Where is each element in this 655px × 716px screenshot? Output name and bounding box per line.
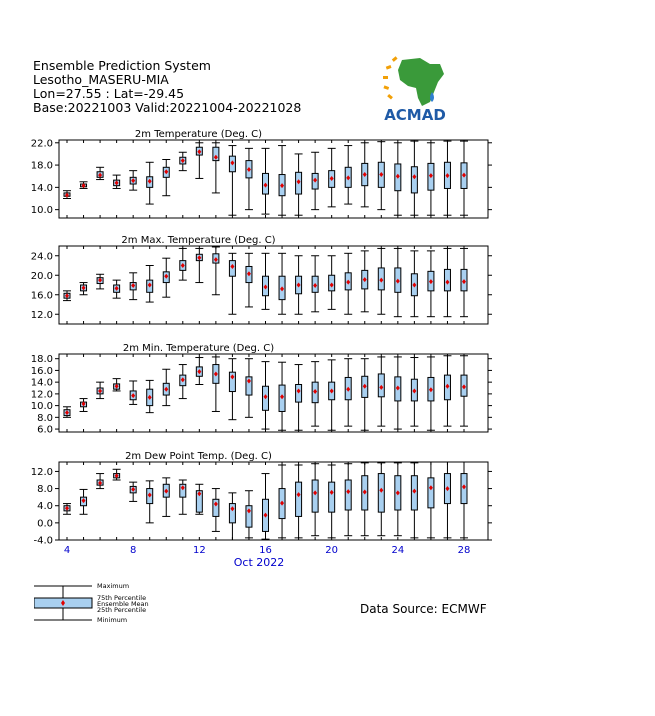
box-day-14 [228, 253, 236, 314]
box-day-21 [344, 464, 352, 536]
legend-maximum-label: Maximum [97, 582, 130, 590]
box-day-23 [377, 248, 385, 314]
box-day-9 [146, 266, 154, 303]
box-day-6 [96, 274, 104, 289]
plot-frame [59, 462, 488, 540]
y-tick-label: 10.0 [30, 205, 53, 217]
box-day-5 [80, 283, 88, 295]
chart-title: 2m Temperature (Deg. C) [134, 129, 263, 140]
y-tick-label: 0.0 [37, 518, 53, 530]
box-day-14 [228, 146, 236, 216]
box-day-12 [195, 484, 203, 514]
plot-frame [59, 246, 488, 324]
y-tick-label: 6.0 [37, 424, 53, 436]
y-tick-label: 12.0 [30, 309, 53, 321]
box-day-17 [278, 146, 286, 216]
box-day-9 [146, 481, 154, 523]
box-day-23 [377, 463, 385, 536]
y-tick-label: 12.0 [30, 389, 53, 401]
box-day-18 [295, 365, 303, 431]
box-day-28 [460, 248, 468, 316]
box-day-15 [245, 359, 253, 418]
chart-panel-2 [31, 235, 492, 324]
box-day-7 [113, 379, 121, 391]
box-day-13 [212, 357, 220, 412]
box-day-20 [328, 465, 336, 538]
box-day-12 [195, 143, 203, 179]
box-day-9 [146, 380, 154, 412]
y-tick-label: 18.0 [30, 160, 53, 172]
box-day-25 [410, 141, 418, 215]
box-day-15 [245, 148, 253, 209]
box-day-24 [394, 463, 402, 536]
iqr-box [411, 167, 417, 193]
box-day-23 [377, 357, 385, 426]
station-coords: Lon=27.55 : Lat=-29.45 [33, 86, 185, 101]
x-tick-label: 20 [325, 545, 339, 556]
box-day-19 [311, 362, 319, 427]
iqr-box [345, 480, 351, 510]
box-day-7 [113, 469, 121, 480]
y-tick-label: 14.0 [30, 377, 53, 389]
box-day-21 [344, 359, 352, 426]
box-day-6 [96, 167, 104, 179]
box-day-17 [278, 362, 286, 430]
y-tick-label: 16.0 [30, 290, 53, 302]
y-tick-label: 8.0 [37, 412, 53, 424]
box-day-21 [344, 146, 352, 205]
box-day-16 [262, 253, 270, 309]
iqr-box [329, 482, 335, 512]
x-tick-label: 8 [129, 545, 137, 556]
box-day-10 [162, 160, 170, 196]
box-day-11 [179, 480, 187, 514]
box-day-20 [328, 148, 336, 207]
legend-minimum-label: Minimum [97, 616, 128, 624]
box-day-14 [228, 359, 236, 420]
box-day-6 [96, 474, 104, 489]
system-title: Ensemble Prediction System [33, 58, 211, 73]
y-tick-label: 20.0 [30, 270, 53, 282]
box-day-18 [295, 154, 303, 215]
box-day-28 [460, 462, 468, 538]
box-day-14 [228, 493, 236, 540]
box-day-16 [262, 362, 270, 429]
box-day-8 [129, 273, 137, 300]
box-day-16 [262, 148, 270, 214]
box-day-10 [162, 258, 170, 297]
iqr-box [312, 480, 318, 512]
y-tick-label: 24.0 [30, 251, 53, 263]
box-day-11 [179, 152, 187, 170]
box-day-19 [311, 256, 319, 312]
box-day-5 [80, 399, 88, 412]
y-tick-label: 8.0 [37, 484, 53, 496]
box-day-27 [443, 356, 451, 426]
box-day-26 [427, 251, 435, 317]
box-day-11 [179, 248, 187, 280]
x-tick-label: 12 [192, 545, 206, 556]
box-day-7 [113, 175, 121, 188]
box-day-26 [427, 357, 435, 430]
box-day-15 [245, 491, 253, 538]
y-tick-label: 16.0 [30, 365, 53, 377]
y-tick-label: 14.0 [30, 182, 53, 194]
y-tick-label: 12.0 [30, 466, 53, 478]
box-day-5 [80, 489, 88, 514]
box-day-17 [278, 253, 286, 314]
box-day-24 [394, 357, 402, 429]
x-tick-label: 28 [457, 545, 471, 556]
box-day-4 [63, 291, 71, 301]
box-day-7 [113, 280, 121, 298]
iqr-box [296, 482, 302, 516]
box-day-13 [212, 143, 220, 193]
box-day-5 [80, 182, 88, 189]
legend-mean-label: Ensemble Mean [97, 600, 149, 608]
box-day-17 [278, 465, 286, 538]
box-day-15 [245, 253, 253, 307]
box-day-13 [212, 489, 220, 532]
box-day-8 [129, 171, 137, 191]
box-day-23 [377, 142, 385, 210]
box-day-25 [410, 463, 418, 538]
chart-title: 2m Max. Temperature (Deg. C) [121, 235, 276, 246]
box-day-27 [443, 248, 451, 316]
box-day-10 [162, 369, 170, 405]
plot-frame [59, 140, 488, 218]
box-day-12 [195, 248, 203, 282]
y-tick-label: -4.0 [33, 535, 53, 547]
box-day-21 [344, 253, 352, 314]
box-day-22 [361, 251, 369, 312]
box-day-12 [195, 358, 203, 385]
iqr-box [428, 478, 434, 508]
box-day-26 [427, 462, 435, 538]
box-day-6 [96, 382, 104, 398]
legend-p75-label: 75th Percentile [97, 594, 147, 602]
y-tick-label: 18.0 [30, 354, 53, 366]
iqr-box [378, 474, 384, 513]
y-tick-label: 10.0 [30, 401, 53, 413]
box-day-9 [146, 162, 154, 204]
box-day-18 [295, 465, 303, 538]
station-name: Lesotho_MASERU-MIA [33, 72, 169, 87]
box-day-22 [361, 143, 369, 207]
box-day-27 [443, 462, 451, 538]
box-day-8 [129, 381, 137, 404]
box-day-20 [328, 360, 336, 430]
chart-title: 2m Min. Temperature (Deg. C) [122, 343, 275, 354]
box-day-27 [443, 141, 451, 215]
box-day-24 [394, 143, 402, 215]
legend-p25-label: 25th Percentile [97, 606, 147, 614]
y-tick-label: 4.0 [37, 501, 53, 513]
box-day-25 [410, 251, 418, 317]
box-day-8 [129, 482, 137, 501]
forecast-dates: Base:20221003 Valid:20221004-20221028 [33, 100, 302, 115]
y-tick-label: 22.0 [30, 138, 53, 150]
box-day-24 [394, 248, 402, 316]
box-day-19 [311, 464, 319, 536]
chart-panel-3 [31, 343, 492, 436]
plot-frame [59, 354, 488, 432]
box-day-28 [460, 356, 468, 426]
box-day-18 [295, 256, 303, 315]
box-day-26 [427, 143, 435, 215]
box-day-4 [63, 504, 71, 515]
x-tick-label: 16 [259, 545, 272, 556]
box-day-13 [212, 247, 220, 295]
box-day-11 [179, 365, 187, 399]
box-day-22 [361, 463, 369, 536]
acmad-logo-text: ACMAD [384, 106, 446, 124]
box-day-4 [63, 191, 71, 199]
x-axis-label: Oct 2022 [233, 556, 285, 569]
box-day-22 [361, 359, 369, 431]
box-day-20 [328, 256, 336, 310]
x-tick-label: 4 [63, 545, 71, 556]
chart-panel-4 [31, 451, 492, 569]
box-day-4 [63, 407, 71, 418]
box-day-16 [262, 474, 270, 540]
data-source: Data Source: ECMWF [360, 602, 487, 616]
chart-panel-1 [31, 129, 492, 218]
box-day-10 [162, 478, 170, 517]
legend-graphic [34, 584, 94, 624]
box-day-28 [460, 141, 468, 215]
box-day-19 [311, 152, 319, 209]
box-day-25 [410, 358, 418, 427]
chart-title: 2m Dew Point Temp. (Deg. C) [125, 451, 272, 462]
x-tick-label: 24 [391, 545, 405, 556]
